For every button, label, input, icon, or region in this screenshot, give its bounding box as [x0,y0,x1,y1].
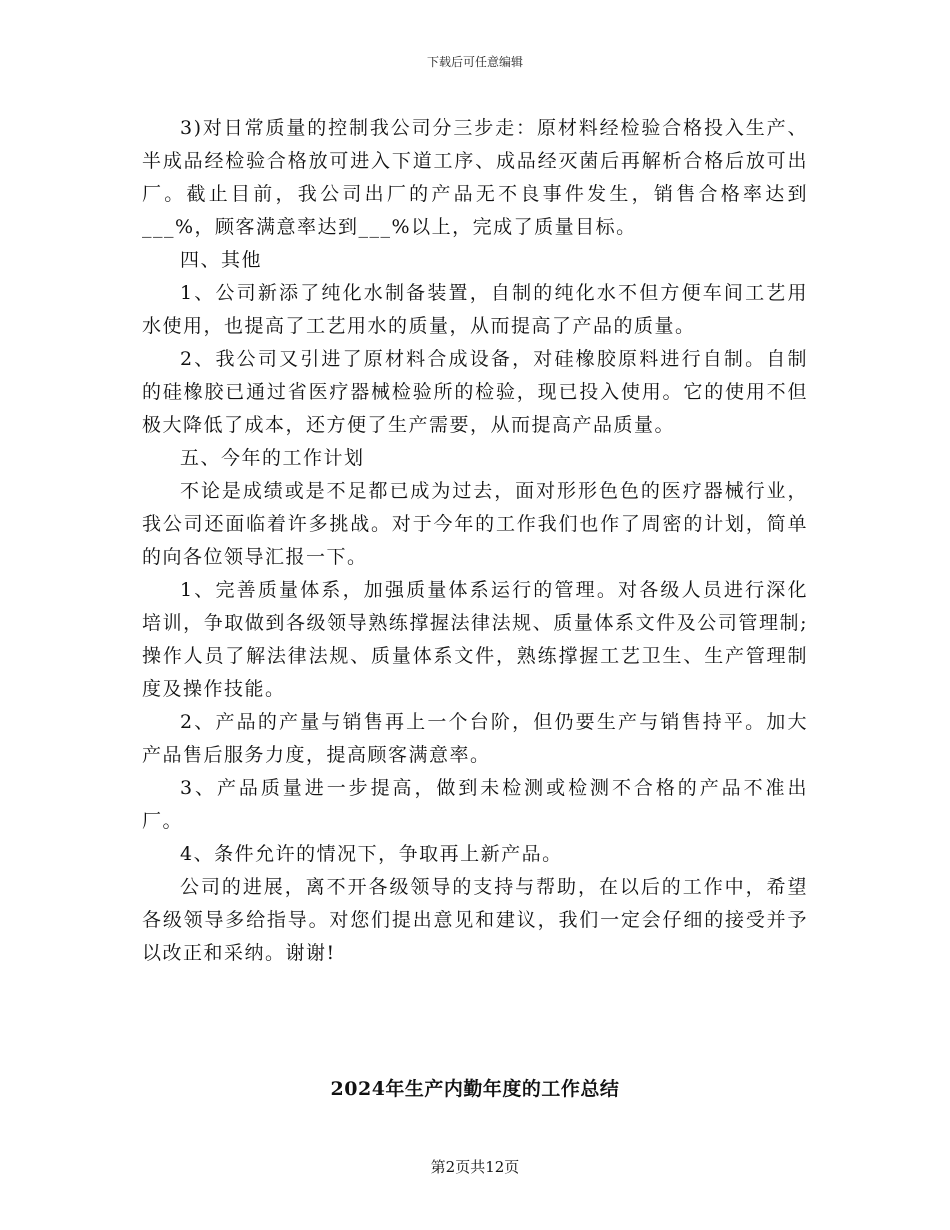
document-title: 2024年生产内勤年度的工作总结 [330,1078,620,1100]
paragraph-closing: 公司的进展，离不开各级领导的支持与帮助，在以后的工作中，希望各级领导多给指导。对您们提出意见和建议，我们一定会仔细的接受并予以改正和采纳。谢谢! [142,876,808,964]
paragraph-plan-quality-system: 1、完善质量体系，加强质量体系运行的管理。对各级人员进行深化培训，争取做到各级领导熟练撑握法律法规、质量体系文件及公司管理制;操作人员了解法律法规、质量体系文件，熟练撑握工艺卫生、生产管理制度及操作技能。 [142,579,808,700]
header-note: 下载后可任意编辑 [426,55,523,69]
document-body [142,112,808,970]
paragraph-plan-new-products: 4、条件允许的情况下，争取再上新产品。 [180,843,563,865]
paragraph-challenges: 不论是成绩或是不足都已成为过去，面对形形色色的医疗器械行业，我公司还面临着许多挑战。对于今年的工作我们也作了周密的计划，简单的向各位领导汇报一下。 [142,480,808,568]
paragraph-quality-control: 3)对日常质量的控制我公司分三步走：原材料经检验合格投入生产、半成品经检验合格放可进入下道工序、成品经灭菌后再解析合格后放可出厂。截止目前，我公司出厂的产品无不良事件发生，销售合格率达到___%，顾客满意率达到___%以上，完成了质量目标。 [142,117,808,238]
page-number: 第2页共12页 [430,1158,520,1176]
paragraph-plan-product-quality: 3、产品质量进一步提高，做到未检测或检测不合格的产品不准出厂。 [142,777,808,832]
paragraph-purified-water: 1、公司新添了纯化水制备装置，自制的纯化水不但方便车间工艺用水使用，也提高了工艺用水的质量，从而提高了产品的质量。 [142,282,808,337]
paragraph-silicone-equipment: 2、我公司又引进了原材料合成设备，对硅橡胶原料进行自制。自制的硅橡胶已通过省医疗器械检验所的检验，现已投入使用。它的使用不但极大降低了成本，还方便了生产需要，从而提高产品质量。 [142,348,808,436]
section-heading-work-plan: 五、今年的工作计划 [180,447,365,469]
paragraph-plan-production-sales: 2、产品的产量与销售再上一个台阶，但仍要生产与销售持平。加大产品售后服务力度，提高顾客满意率。 [142,711,808,766]
section-heading-other: 四、其他 [180,249,263,271]
